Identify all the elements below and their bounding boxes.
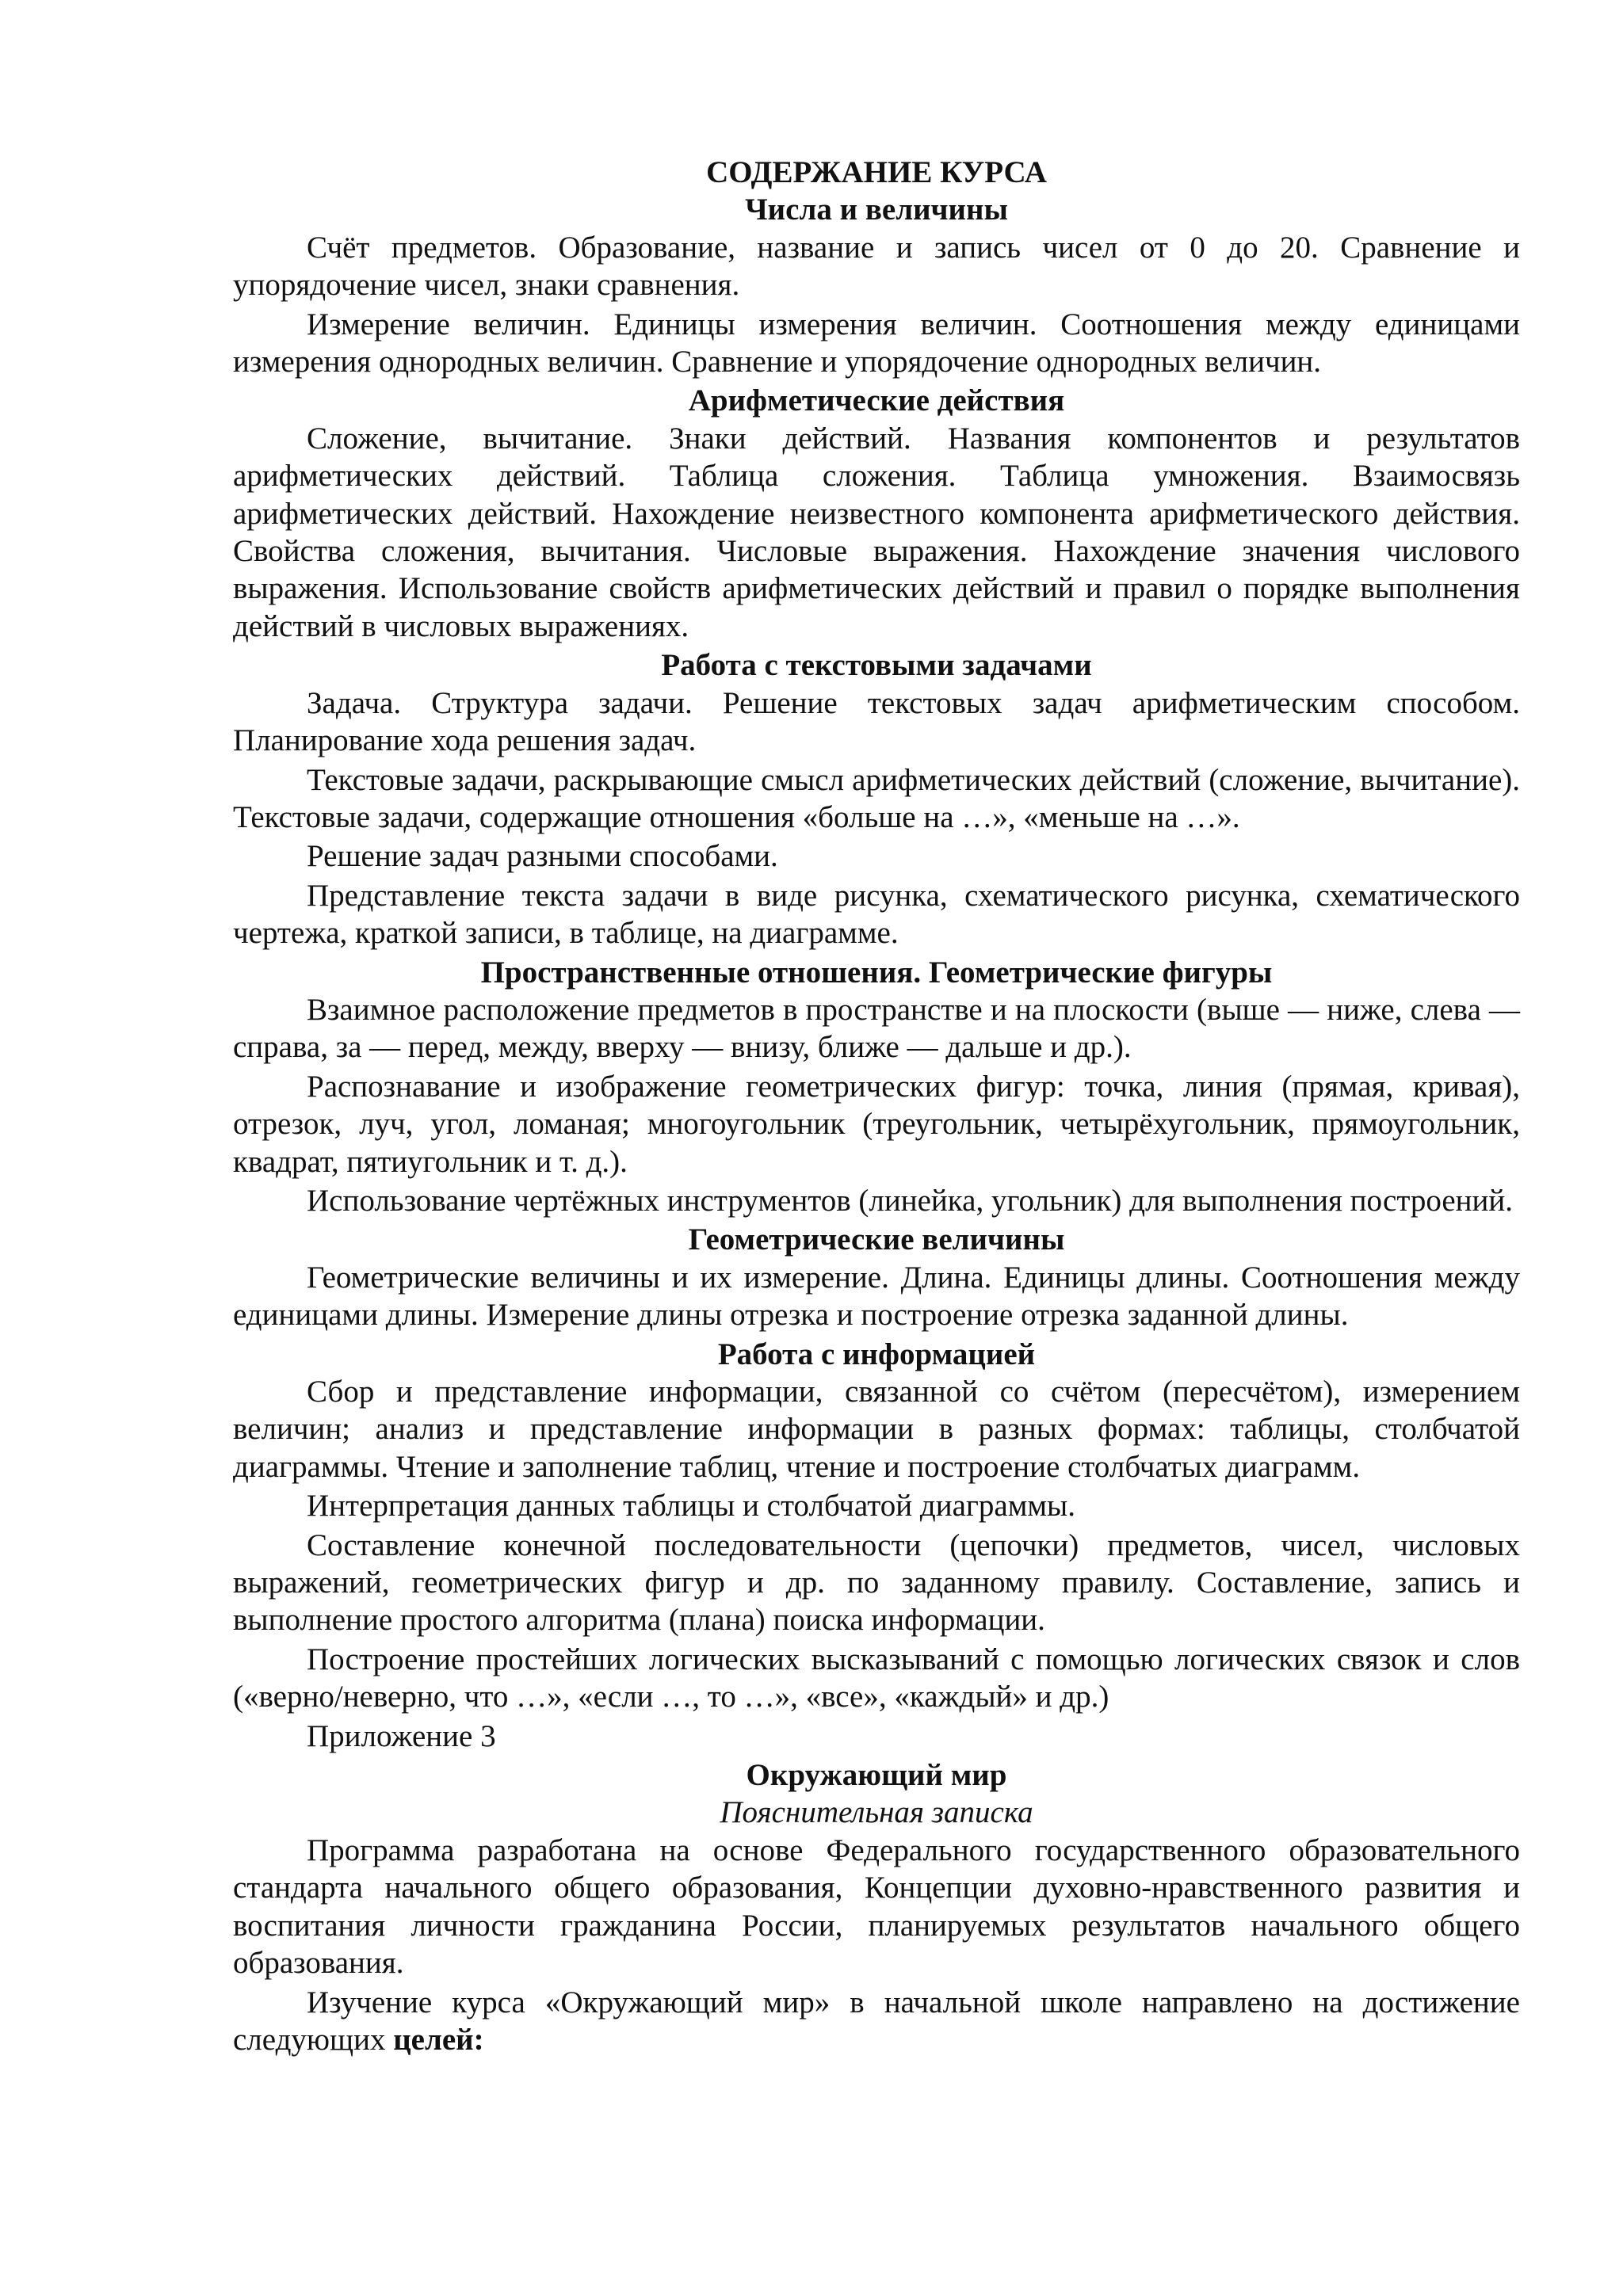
paragraph: Использование чертёжных инструментов (линейка, угольник) для выполнения построений. xyxy=(307,1183,1513,1218)
section-heading: Работа с текстовыми задачами xyxy=(661,648,1092,683)
paragraph: Текстовые задачи, раскрывающие смысл арифметических действий (сложение, вычитание). Текстовые задачи, содержащие отношения «больше на …», «меньше на …». xyxy=(233,762,1520,834)
paragraph: Построение простейших логических высказываний с помощью логических связок и слов («верно/неверно, что …», «если …, то …», «все», «каждый» и др.) xyxy=(233,1642,1520,1714)
paragraph: Решение задач разными способами. xyxy=(307,839,778,874)
paragraph: Программа разработана на основе Федерального государственного образовательного стандарта начального общего образования, Концепции духовно-нравственного развития и воспитания личности гражданина России, планируемых результатов начального общего образования. xyxy=(233,1833,1520,1981)
paragraph: Измерение величин. Единицы измерения величин. Соотношения между единицами измерения однородных величин. Сравнение и упорядочение однородных величин. xyxy=(233,307,1520,379)
paragraph: Счёт предметов. Образование, название и запись чисел от 0 до 20. Сравнение и упорядочение чисел, знаки сравнения. xyxy=(233,230,1520,303)
paragraph: Задача. Структура задачи. Решение текстовых задач арифметическим способом. Планирование хода решения задач. xyxy=(233,685,1520,758)
paragraph: Интерпретация данных таблицы и столбчатой диаграммы. xyxy=(307,1489,1076,1524)
paragraph-text: Изучение курса «Окружающий мир» в начальной школе направлено на достижение следующих xyxy=(233,1985,1520,2057)
goals-bold-text: целей: xyxy=(393,2022,484,2057)
section-heading: Пространственные отношения. Геометрические фигуры xyxy=(480,955,1273,990)
paragraph: Взаимное расположение предметов в пространстве и на плоскости (выше — ниже, слева — справа, за — перед, между, вверху — внизу, ближе — дальше и др.). xyxy=(233,992,1520,1065)
section-heading: Числа и величины xyxy=(745,193,1008,227)
section-heading: Работа с информацией xyxy=(717,1337,1036,1371)
document-page xyxy=(233,154,1520,2060)
paragraph: Распознавание и изображение геометрических фигур: точка, линия (прямая, кривая), отрезок, луч, угол, ломаная; многоугольник (треугольник, четырёхугольник, прямоугольник, квадрат, пятиугольник и т. д.). xyxy=(233,1069,1520,1179)
section-heading: Геометрические величины xyxy=(688,1222,1065,1257)
paragraph: Геометрические величины и их измерение. Длина. Единицы длины. Соотношения между единицами длины. Измерение длины отрезка и построение отрезка заданной длины. xyxy=(233,1260,1520,1333)
paragraph: Сложение, вычитание. Знаки действий. Названия компонентов и результатов арифметических действий. Таблица сложения. Таблица умножения. Взаимосвязь арифметических действий. Нахождение неизвестного компонента арифметического действия. Свойства сложения, вычитания. Числовые выражения. Нахождение значения числового выражения. Использование свойств арифметических действий и правил о порядке выполнения действий в числовых выражениях. xyxy=(233,421,1520,643)
paragraph: Сбор и представление информации, связанной со счётом (пересчётом), измерением величин; анализ и представление информации в разных формах: таблицы, столбчатой диаграммы. Чтение и заполнение таблиц, чтение и построение столбчатых диаграмм. xyxy=(233,1375,1520,1484)
paragraph-with-bold-end xyxy=(233,1984,1520,2059)
subject-heading: Окружающий мир xyxy=(746,1758,1007,1793)
document-title: СОДЕРЖАНИЕ КУРСА xyxy=(706,155,1047,189)
subject-subheading: Пояснительная записка xyxy=(720,1795,1033,1830)
section-heading: Арифметические действия xyxy=(688,383,1065,418)
appendix-label: Приложение 3 xyxy=(307,1718,496,1753)
paragraph: Представление текста задачи в виде рисунка, схематического рисунка, схематического чертежа, краткой записи, в таблице, на диаграмме. xyxy=(233,878,1520,951)
paragraph: Составление конечной последовательности (цепочки) предметов, чисел, числовых выражений, геометрических фигур и др. по заданному правилу. Составление, запись и выполнение простого алгоритма (плана) поиска информации. xyxy=(233,1527,1520,1638)
